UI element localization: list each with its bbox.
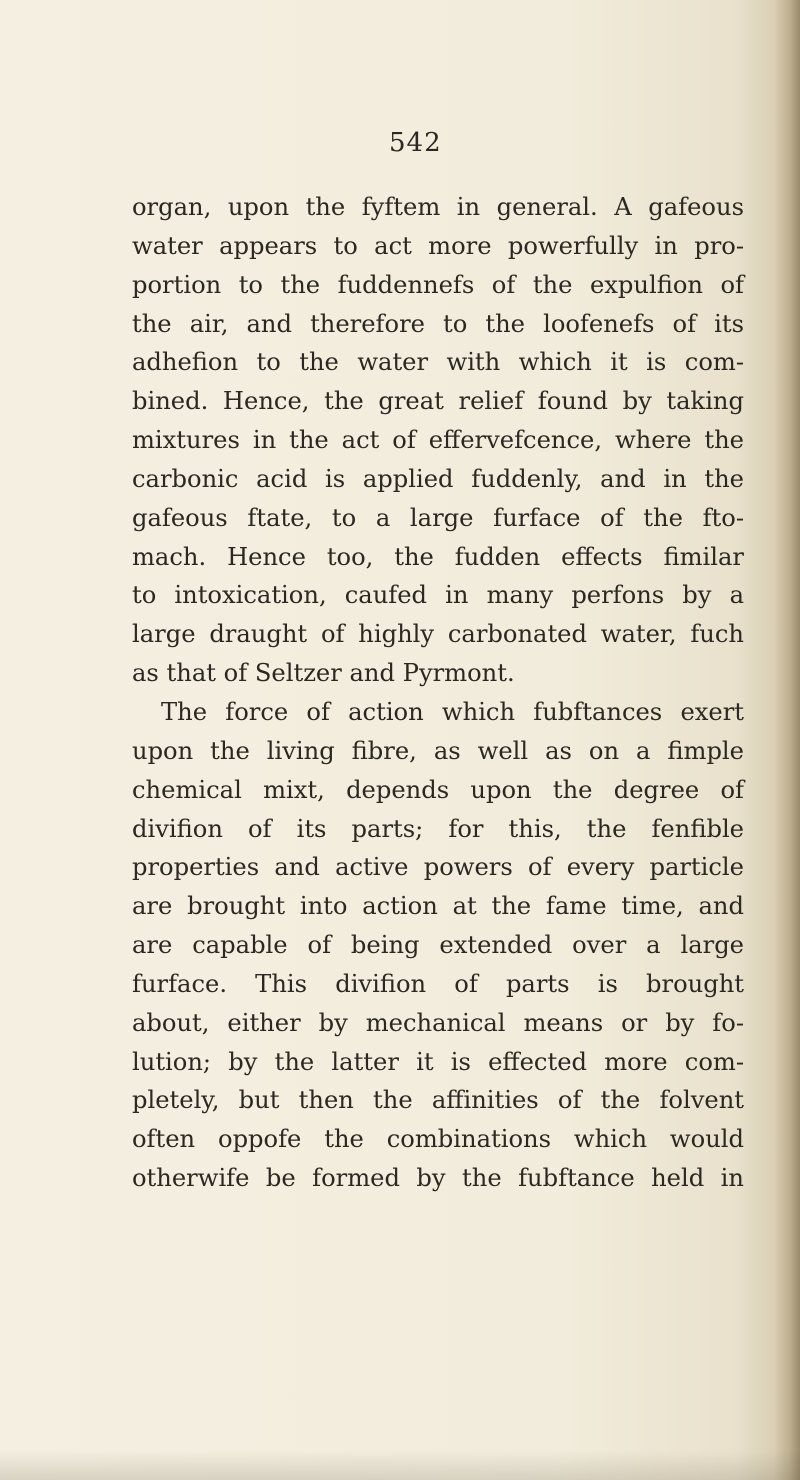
text-line: are brought into action at the fame time, and [132,892,744,921]
paragraph-end-line: as that of Seltzer and Pyrmont. [132,659,515,688]
text-line: are capable of being extended over a large [132,931,744,960]
body-text [132,188,744,1198]
text-line: organ, upon the fyftem in general. A gafeous [132,193,744,221]
page-bottom-shadow [0,1450,800,1480]
text-line: portion to the fuddennefs of the expulfion of [132,270,744,299]
text-line: divifion of its parts; for this, the fenfible [132,814,744,843]
text-line: mach. Hence too, the fudden effects fimilar [132,542,744,571]
text-line: the air, and therefore to the loofenefs of its [132,309,744,338]
page-edge-shadow [774,0,800,1480]
paragraph-start-line: The force of action which fubftances exert [161,697,744,726]
text-line: adhefion to the water with which it is com- [132,348,744,377]
text-line: large draught of highly carbonated water, fuch [132,620,744,649]
text-line: mixtures in the act of effervefcence, where the [132,426,744,455]
text-line: lution; by the latter it is effected more com- [132,1047,744,1076]
text-line: furface. This divifion of parts is brought [132,969,744,998]
text-line: bined. Hence, the great relief found by taking [132,387,744,416]
text-line: pletely, but then the affinities of the folvent [132,1086,744,1115]
text-line: properties and active powers of every particle [132,853,744,882]
text-line: gafeous ftate, to a large furface of the fto- [132,503,744,532]
text-line: carbonic acid is applied fuddenly, and in the [132,464,744,493]
page-number: 542 [389,128,442,158]
text-line: about, either by mechanical means or by fo- [132,1008,744,1037]
text-line: chemical mixt, depends upon the degree of [132,775,744,804]
text-line: water appears to act more powerfully in pro- [132,231,744,260]
text-line: upon the living fibre, as well as on a fimple [132,736,744,765]
text-line: often oppofe the combinations which would [132,1125,744,1154]
text-line: to intoxication, caufed in many perfons by a [132,581,744,610]
text-line: otherwife be formed by the fubftance held in [132,1164,744,1193]
